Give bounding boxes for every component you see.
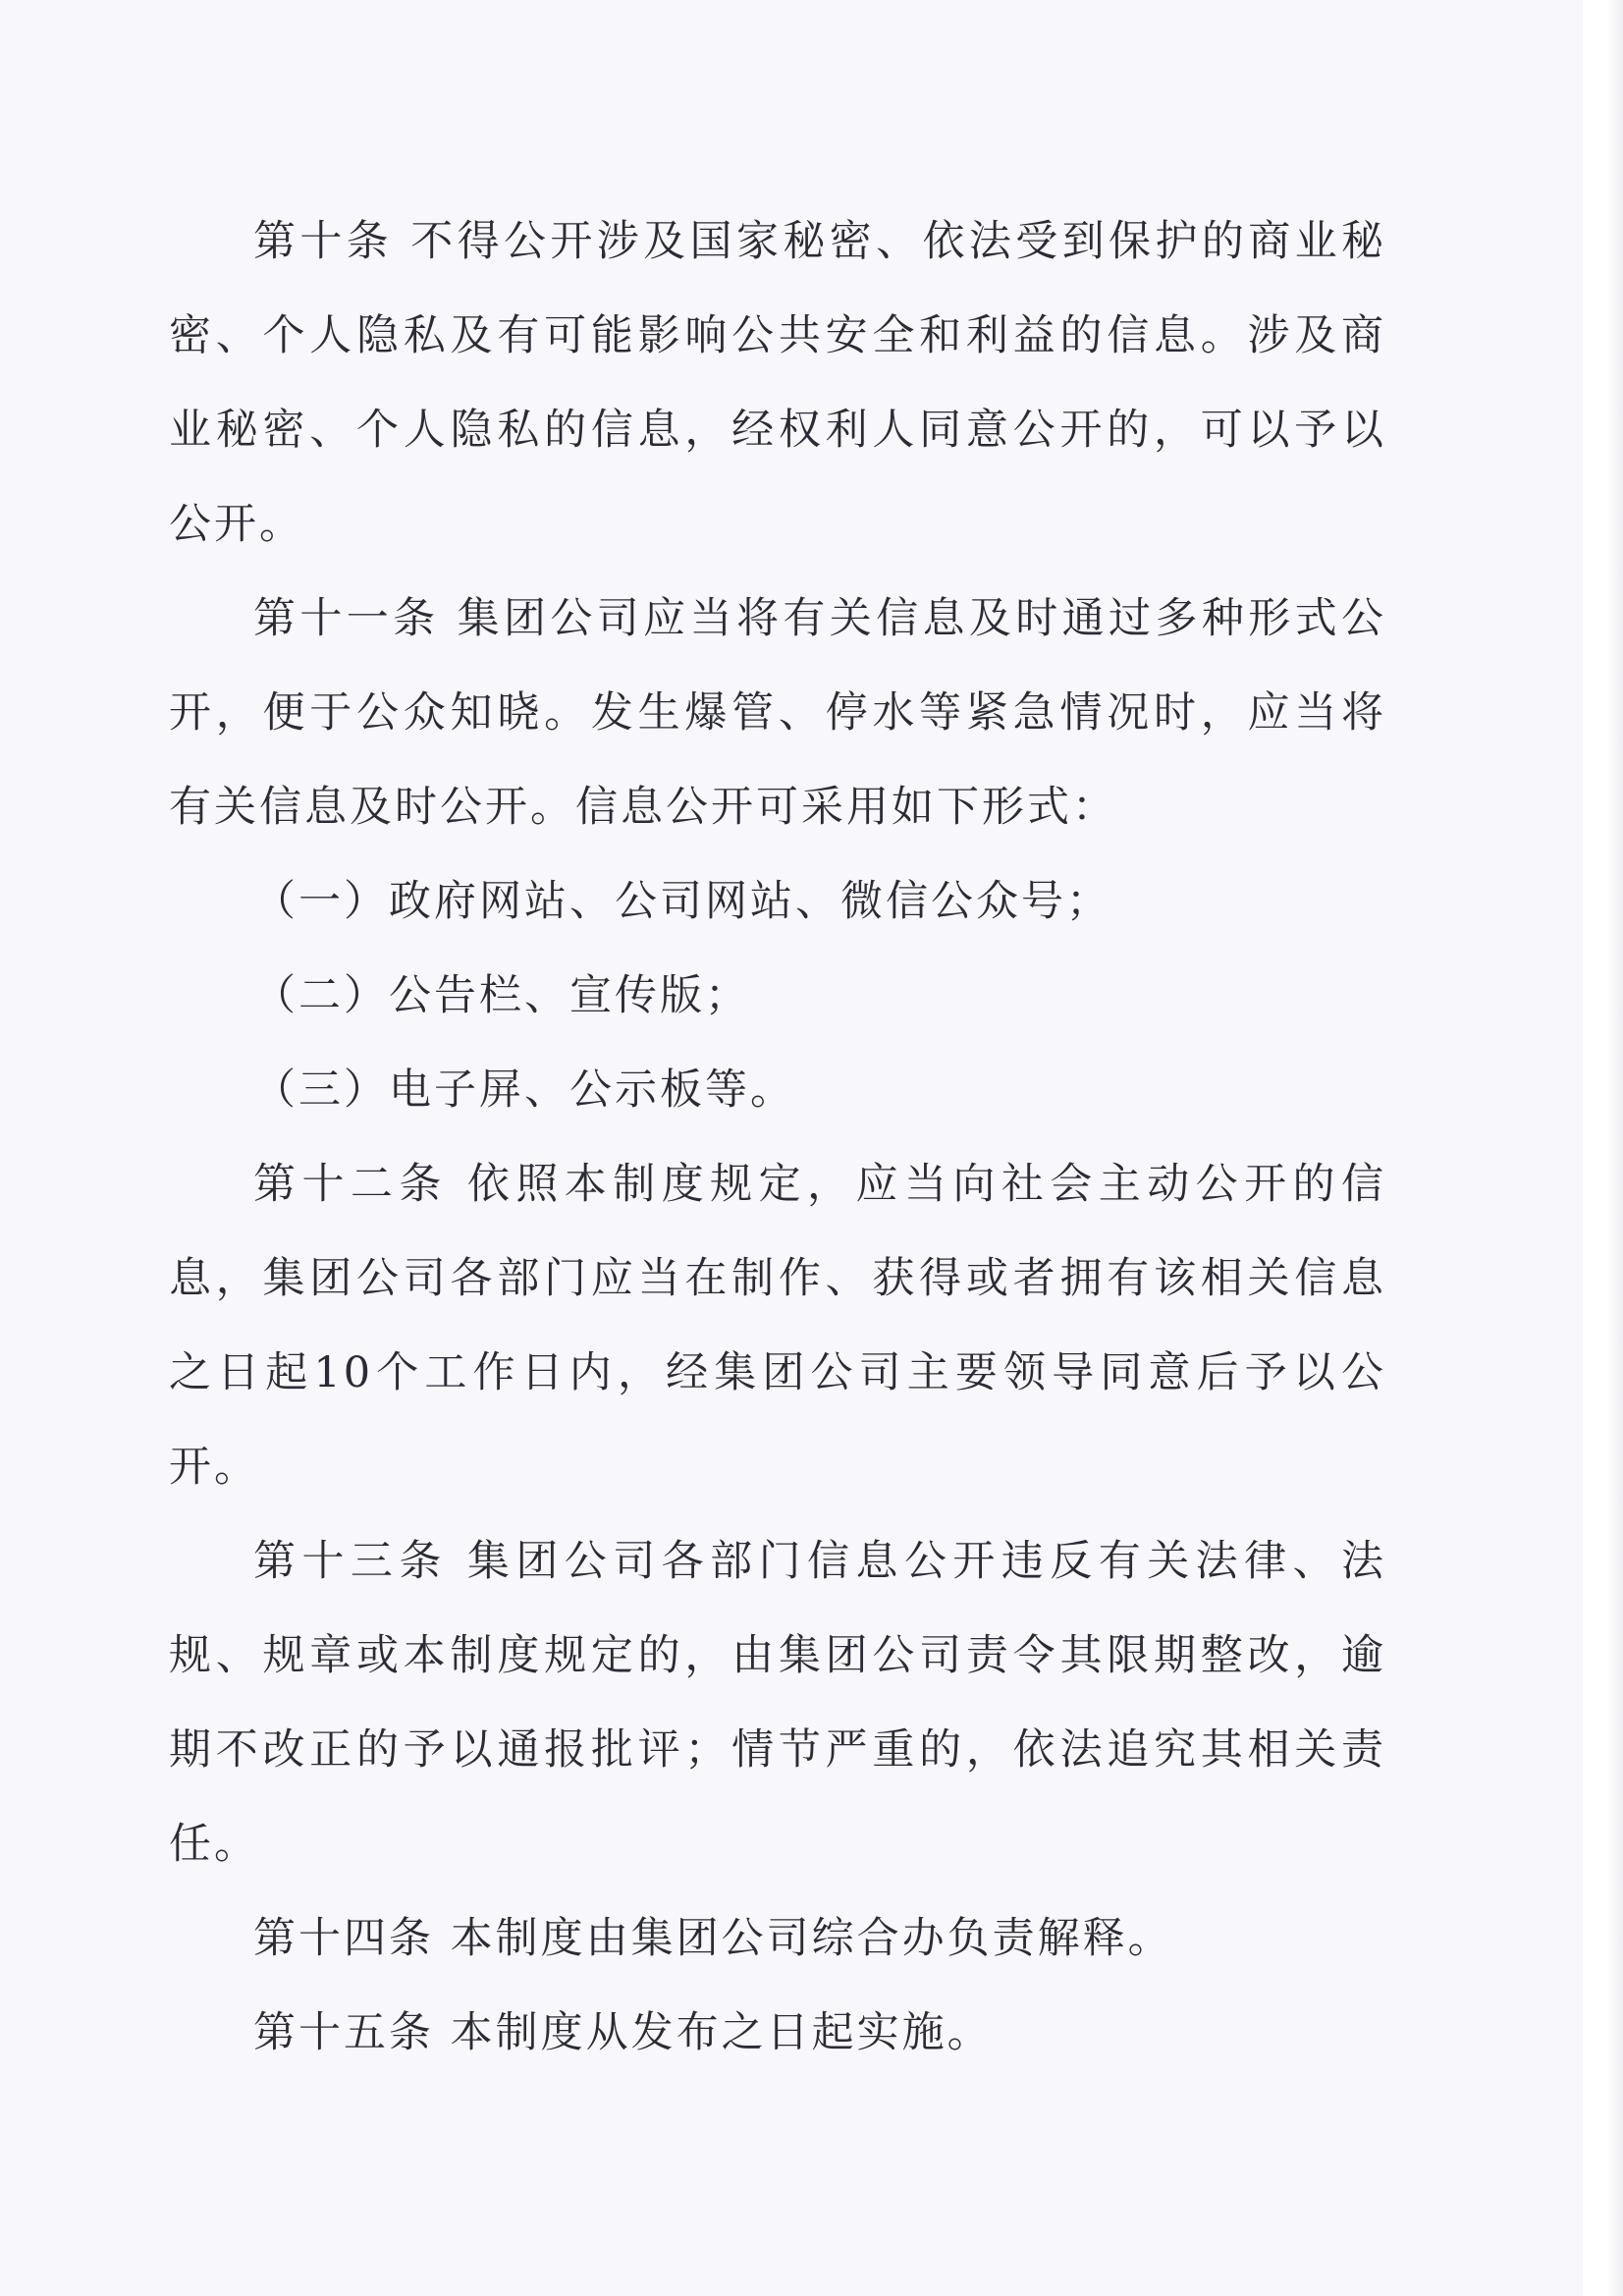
article-12: 第十二条 依照本制度规定，应当向社会主动公开的信息，集团公司各部门应当在制作、获得或者拥有该相关信息之日起10个工作日内，经集团公司主要领导同意后予以公开。 [169, 1160, 1386, 1492]
article-15: 第十五条 本制度从发布之日起实施。 [253, 2008, 993, 2057]
article-11: 第十一条 集团公司应当将有关信息及时通过多种形式公开，便于公众知晓。发生爆管、停水等紧急情况时，应当将有关信息及时公开。信息公开可采用如下形式： [169, 594, 1386, 832]
article-10: 第十条 不得公开涉及国家秘密、依法受到保护的商业秘密、个人隐私及有可能影响公共安全和利益的信息。涉及商业秘密、个人隐私的信息，经权利人同意公开的，可以予以公开。 [169, 217, 1386, 549]
list-item-2: （二）公告栏、宣传版； [253, 971, 750, 1020]
document-body [169, 194, 1386, 2080]
page-edge [1583, 0, 1623, 2296]
article-13: 第十三条 集团公司各部门信息公开违反有关法律、法规、规章或本制度规定的，由集团公司责令其限期整改，逾期不改正的予以通报批评；情节严重的，依法追究其相关责任。 [169, 1537, 1386, 1869]
article-14: 第十四条 本制度由集团公司综合办负责解释。 [253, 1914, 1173, 1963]
list-item-1: （一）政府网站、公司网站、微信公众号； [253, 877, 1111, 926]
list-item-3: （三）电子屏、公示板等。 [253, 1066, 795, 1115]
